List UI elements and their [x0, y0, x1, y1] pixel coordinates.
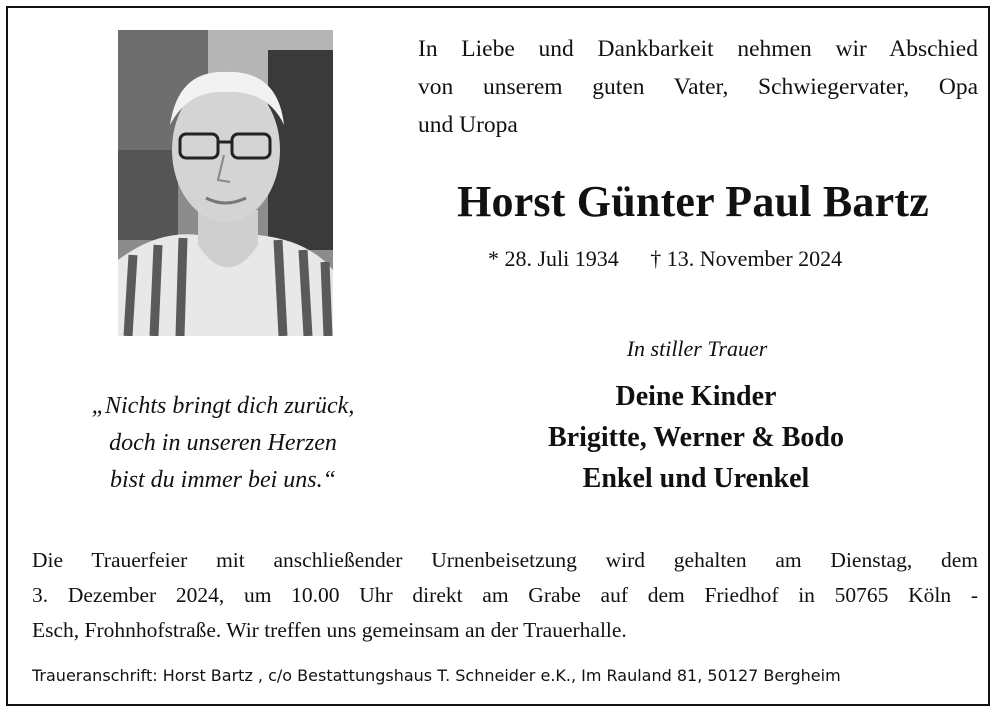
quote-line: doch in unseren Herzen	[109, 430, 337, 456]
portrait-photo	[118, 30, 333, 336]
mourning-label: In stiller Trauer	[626, 336, 768, 361]
intro-line: von unserem guten Vater, Schwiegervater, Opa	[418, 74, 978, 100]
mourner-line: Enkel und Urenkel	[582, 463, 810, 494]
mourner-line: Deine Kinder	[615, 381, 777, 412]
deceased-name: Horst Günter Paul Bartz	[457, 177, 929, 226]
death-date: † 13. November 2024	[650, 246, 843, 271]
condolence-address: Traueranschrift: Horst Bartz , c/o Bestattungshaus T. Schneider e.K., Im Rauland 81, 50127 Bergheim	[32, 666, 841, 685]
intro-text	[418, 30, 978, 144]
quote-line: bist du immer bei uns.“	[109, 467, 336, 493]
intro-line: In Liebe und Dankbarkeit nehmen wir Abschied	[418, 36, 978, 62]
memorial-quote	[48, 388, 398, 499]
ceremony-line: Esch, Frohnhofstraße. Wir treffen uns gemeinsam an der Trauerhalle.	[32, 618, 627, 642]
obituary-frame	[6, 6, 990, 706]
mourner-line: Brigitte, Werner & Bodo	[547, 422, 845, 453]
ceremony-notice	[32, 543, 978, 648]
ceremony-line: Die Trauerfeier mit anschließender Urnenbeisetzung wird gehalten am Dienstag, dem	[32, 548, 978, 572]
birth-date: * 28. Juli 1934	[488, 246, 619, 271]
quote-line: „Nichts bringt dich zurück,	[91, 393, 355, 419]
mourners-list	[478, 376, 914, 499]
ceremony-line: 3. Dezember 2024, um 10.00 Uhr direkt am Grabe auf dem Friedhof in 50765 Köln -	[32, 583, 978, 607]
intro-line: und Uropa	[418, 112, 518, 138]
life-dates	[488, 246, 908, 272]
